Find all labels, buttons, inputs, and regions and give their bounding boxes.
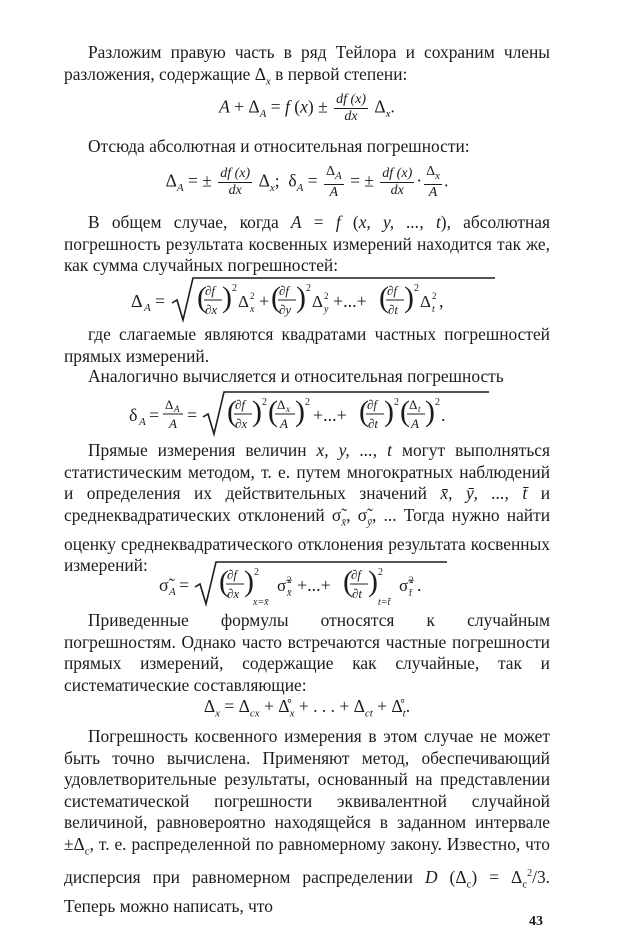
svg-text:∂f: ∂f	[367, 397, 378, 412]
svg-text:Δ: Δ	[165, 397, 174, 412]
svg-text:(: (	[219, 565, 229, 598]
svg-text:+...+: +...+	[333, 291, 367, 311]
svg-text:=: =	[149, 405, 160, 425]
svg-text:A: A	[144, 302, 151, 314]
svg-text:x: x	[250, 304, 255, 315]
svg-text:∂f: ∂f	[279, 283, 290, 298]
svg-text:+...+: +...+	[297, 575, 331, 595]
svg-text:2: 2	[254, 567, 259, 578]
svg-text:σ̃: σ̃	[159, 575, 169, 595]
svg-text:∂f: ∂f	[235, 397, 246, 412]
paragraph-general-case: В общем случае, когда A = f (x, y, ..., t), абсолютная погрешность результата косвенных измерений находится так же, как сумма случайных погрешностей:	[64, 212, 550, 276]
svg-text:x̄: x̄	[287, 588, 292, 599]
svg-text:2: 2	[409, 575, 414, 585]
svg-text:∂f: ∂f	[351, 567, 362, 582]
svg-text:A: A	[174, 404, 180, 414]
paragraph-taylor: Разложим правую часть в ряд Тейлора и сохраним члены разложения, содержащие $\Delta_x$ в первой степени:	[64, 42, 550, 88]
svg-text:∂f: ∂f	[387, 283, 398, 298]
svg-text:): )	[384, 395, 394, 428]
svg-text:(: (	[359, 395, 369, 428]
svg-text:=: =	[187, 405, 198, 425]
paragraph-random-systematic: Приведенные формулы относятся к случайным погрешностям. Однако часто встречаются частные погрешности прямых измерений, содержащие как случайные, так и систематические составляющие:	[64, 610, 550, 695]
svg-text:x: x	[286, 404, 290, 414]
svg-text:): )	[404, 281, 414, 314]
formula-error-components: $\Delta_x = \Delta_{cx}$ + $\Deltå_x$ + . . . + $\Delta_{ct}$ + $\Deltå_t$.	[203, 696, 411, 720]
svg-text:A: A	[169, 416, 177, 431]
svg-text:t=t̄: t=t̄	[378, 597, 391, 608]
svg-text:A: A	[411, 416, 419, 431]
svg-text:∂x: ∂x	[205, 302, 218, 317]
svg-text:∂f: ∂f	[227, 567, 238, 582]
svg-text:): )	[252, 395, 262, 428]
svg-text:2: 2	[378, 567, 383, 578]
svg-text:y: y	[324, 304, 329, 315]
svg-text:Δ: Δ	[409, 397, 418, 412]
svg-text:2: 2	[305, 397, 310, 408]
svg-text:∂t: ∂t	[388, 302, 399, 317]
formula-abs-error-sum	[64, 276, 550, 326]
svg-text:(: (	[268, 395, 278, 428]
svg-text:(: (	[271, 281, 281, 314]
svg-text:∂y: ∂y	[279, 302, 292, 317]
svg-text:(: (	[400, 395, 410, 428]
svg-text:A: A	[280, 416, 288, 431]
svg-text:x=x̄: x=x̄	[253, 597, 269, 608]
paragraph-relative: Аналогично вычисляется и относительная погрешность	[88, 366, 504, 386]
svg-text:2: 2	[435, 397, 440, 408]
paragraph-direct-measurements: Прямые измерения величин x, y, ..., t могут выполняться статистическим методом, т. е. путем многократных наблюдений и определения их действительных значений x̄, ȳ, ..., t̄ и среднеквадратических отклонений $\sigmã_{x̄}$, $\sigmã_ȳ$, ... Тогда нужно найти оценку среднеквадратического отклонения результата косвенных измерений:	[64, 440, 551, 576]
formula-abs-rel-error: $\Delta_A$ = ± $\frac{df (x)}{dx}$ $\Delta_x$; $\delta_A$ = $\frac{\Delta_A}{A}$ = ± $\frac{df (x)}{dx}$ · $\frac{\Delta_x}{A}$ .	[165, 164, 449, 200]
formula-sigma-estimate	[64, 560, 550, 614]
formula-relative-error	[64, 390, 550, 440]
svg-text:t̄: t̄	[409, 588, 412, 599]
svg-text:2: 2	[262, 397, 267, 408]
svg-text:A: A	[139, 416, 146, 428]
svg-text:Δ: Δ	[312, 292, 323, 311]
svg-text:σ̃: σ̃	[277, 576, 287, 595]
svg-text:=: =	[179, 575, 190, 595]
svg-text:2: 2	[232, 283, 237, 294]
svg-text:+...+: +...+	[313, 405, 347, 425]
svg-text:∂x: ∂x	[235, 416, 248, 431]
svg-text:δ: δ	[129, 405, 138, 425]
svg-text:2: 2	[432, 291, 437, 301]
svg-text:(: (	[227, 395, 237, 428]
paragraph-indirect-error: Погрешность косвенного измерения в этом случае не может быть точно вычислена. Применяют метод, обеспечивающий удовлетворительные результаты, основанный на представлении систематической погрешности эквивалентной случайной величиной, равновероятно находящейся в заданном интервале $\pm\Delta_c$, т. е. распределенной по равномерному закону. Известно, что дисперсия при равномерном распределении D $(\Delta_c) = \Delta_c^2/3$. Теперь можно написать, что	[64, 726, 551, 916]
svg-text:): )	[296, 281, 306, 314]
svg-text:A: A	[169, 586, 176, 598]
svg-text:∂t: ∂t	[368, 416, 379, 431]
svg-text:): )	[244, 565, 254, 598]
paragraph-errors: Отсюда абсолютная и относительная погрешности:	[88, 136, 470, 156]
svg-text:t: t	[432, 304, 435, 315]
svg-text:,: ,	[439, 291, 444, 311]
svg-text:Δ: Δ	[131, 291, 143, 311]
svg-text:∂x: ∂x	[227, 586, 240, 601]
svg-text:Δ: Δ	[277, 397, 286, 412]
svg-text:σ̃: σ̃	[399, 576, 409, 595]
svg-text:2: 2	[306, 283, 311, 294]
svg-text:): )	[368, 565, 378, 598]
svg-text:): )	[295, 395, 305, 428]
svg-text:(: (	[379, 281, 389, 314]
svg-text:.: .	[441, 405, 446, 425]
svg-text:.: .	[417, 575, 422, 595]
svg-text:Δ: Δ	[238, 292, 249, 311]
svg-text:2: 2	[394, 397, 399, 408]
formula-taylor: $A + \Delta_A = f$ (x) ± $\frac{df (x)}{dx}$ $\Delta_x$.	[219, 92, 395, 124]
svg-text:2: 2	[324, 291, 329, 301]
svg-text:2: 2	[287, 575, 292, 585]
paragraph-summands: где слагаемые являются квадратами частных погрешностей прямых измерений.	[64, 324, 550, 366]
svg-text:2: 2	[414, 283, 419, 294]
svg-text:): )	[425, 395, 435, 428]
svg-text:=: =	[155, 291, 166, 311]
svg-text:2: 2	[250, 291, 255, 301]
svg-text:Δ: Δ	[420, 292, 431, 311]
svg-text:): )	[222, 281, 232, 314]
svg-text:+: +	[259, 291, 270, 311]
svg-text:∂t: ∂t	[352, 586, 363, 601]
svg-text:(: (	[197, 281, 207, 314]
page-number: 43	[529, 914, 543, 929]
svg-text:∂f: ∂f	[205, 283, 216, 298]
svg-text:t: t	[418, 404, 421, 414]
svg-text:(: (	[343, 565, 353, 598]
